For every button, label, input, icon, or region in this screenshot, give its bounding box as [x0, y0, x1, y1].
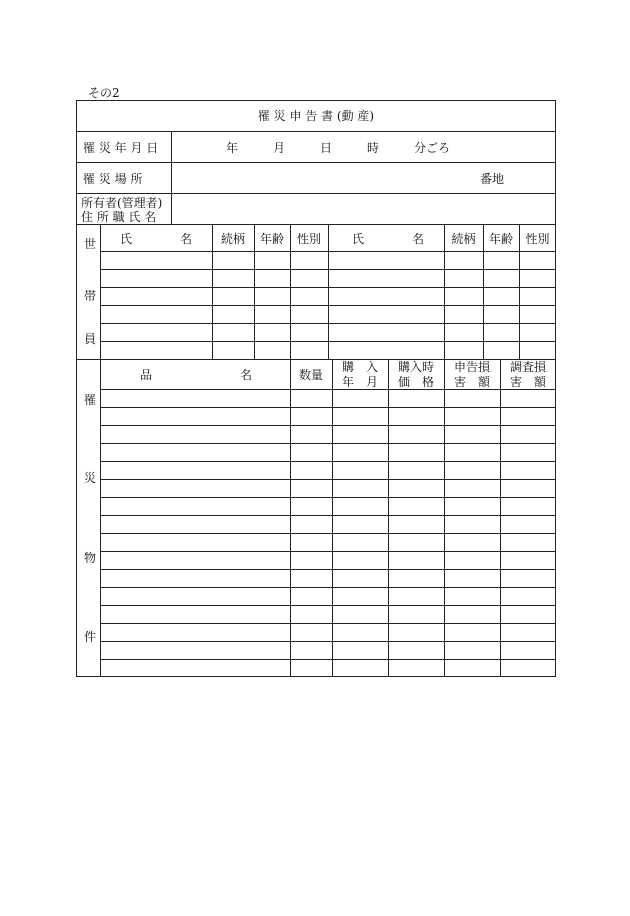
- household-relation-header-2: 続柄: [451, 232, 476, 246]
- surveyed-damage-header-l1: 調査損: [509, 360, 546, 374]
- purchase-date-header-l2: 年 月: [341, 375, 378, 389]
- property-row-line: [100, 407, 556, 408]
- household-col-divider: [254, 224, 255, 359]
- household-col-divider: [444, 224, 445, 359]
- household-sex-header-2: 性別: [525, 232, 550, 246]
- property-row-line: [100, 443, 556, 444]
- household-col-divider: [519, 224, 520, 359]
- hour-unit: 時: [367, 141, 380, 155]
- household-name-header-b-2: 名: [412, 232, 425, 246]
- household-header-line: [100, 251, 556, 252]
- household-col-divider: [328, 224, 329, 359]
- household-sex-header: 性別: [296, 232, 321, 246]
- purchase-date-header-l1: 購 入: [341, 360, 378, 374]
- property-side-char-2: 災: [84, 471, 97, 485]
- property-side-char-1: 罹: [84, 393, 97, 407]
- month-unit: 月: [273, 141, 286, 155]
- label-column-divider: [171, 131, 172, 224]
- day-unit: 日: [320, 141, 333, 155]
- property-row-line: [100, 515, 556, 516]
- property-item-header-b: 名: [240, 368, 253, 382]
- disaster-place-label: 罹 災 場 所: [83, 172, 143, 186]
- household-side-char-2: 帯: [84, 289, 97, 303]
- property-row-line: [100, 533, 556, 534]
- divider: [76, 162, 556, 163]
- divider: [76, 224, 556, 225]
- property-row-line: [100, 479, 556, 480]
- household-col-divider: [483, 224, 484, 359]
- property-row-line: [100, 659, 556, 660]
- property-row-line: [100, 497, 556, 498]
- declared-damage-header-l1: 申告損: [453, 360, 490, 374]
- minute-unit: 分ごろ: [414, 141, 451, 155]
- household-relation-header: 続柄: [220, 232, 245, 246]
- household-row-line: [100, 269, 556, 270]
- banchi-unit: 番地: [480, 172, 505, 186]
- owner-label-line1: 所有者(管理者): [81, 196, 163, 210]
- household-row-line: [100, 323, 556, 324]
- property-side-char-3: 物: [84, 551, 97, 565]
- household-age-header: 年齢: [259, 232, 284, 246]
- surveyed-damage-header-l2: 害 額: [509, 375, 546, 389]
- divider: [76, 193, 556, 194]
- property-row-line: [100, 551, 556, 552]
- owner-label-line2: 住 所 職 氏 名: [81, 210, 157, 224]
- property-quantity-header: 数量: [298, 368, 323, 382]
- purchase-price-header-l1: 購入時: [397, 360, 434, 374]
- form-caption: その2: [88, 86, 120, 100]
- property-item-header-a: 品: [140, 368, 153, 382]
- household-name-header-a-2: 氏: [352, 232, 365, 246]
- property-row-line: [100, 425, 556, 426]
- household-col-divider: [290, 224, 291, 359]
- household-side-char-1: 世: [84, 237, 97, 251]
- household-col-divider: [212, 224, 213, 359]
- property-row-line: [100, 587, 556, 588]
- household-name-header-b: 名: [180, 232, 193, 246]
- household-row-line: [100, 341, 556, 342]
- household-age-header-2: 年齢: [488, 232, 513, 246]
- property-header-line: [100, 389, 556, 390]
- property-row-line: [100, 605, 556, 606]
- divider: [76, 131, 556, 132]
- property-side-char-4: 件: [84, 630, 97, 644]
- property-row-line: [100, 569, 556, 570]
- declared-damage-header-l2: 害 額: [453, 375, 490, 389]
- year-unit: 年: [226, 141, 239, 155]
- property-row-line: [100, 641, 556, 642]
- purchase-price-header-l2: 価 格: [397, 375, 434, 389]
- household-name-header-a: 氏: [120, 232, 133, 246]
- household-row-line: [100, 287, 556, 288]
- household-side-char-3: 員: [84, 332, 97, 346]
- household-row-line: [100, 305, 556, 306]
- form-title: 罹 災 申 告 書 (動 産): [257, 109, 375, 123]
- disaster-date-label: 罹 災 年 月 日: [83, 141, 159, 155]
- property-row-line: [100, 461, 556, 462]
- side-column-divider: [100, 224, 101, 677]
- property-row-line: [100, 623, 556, 624]
